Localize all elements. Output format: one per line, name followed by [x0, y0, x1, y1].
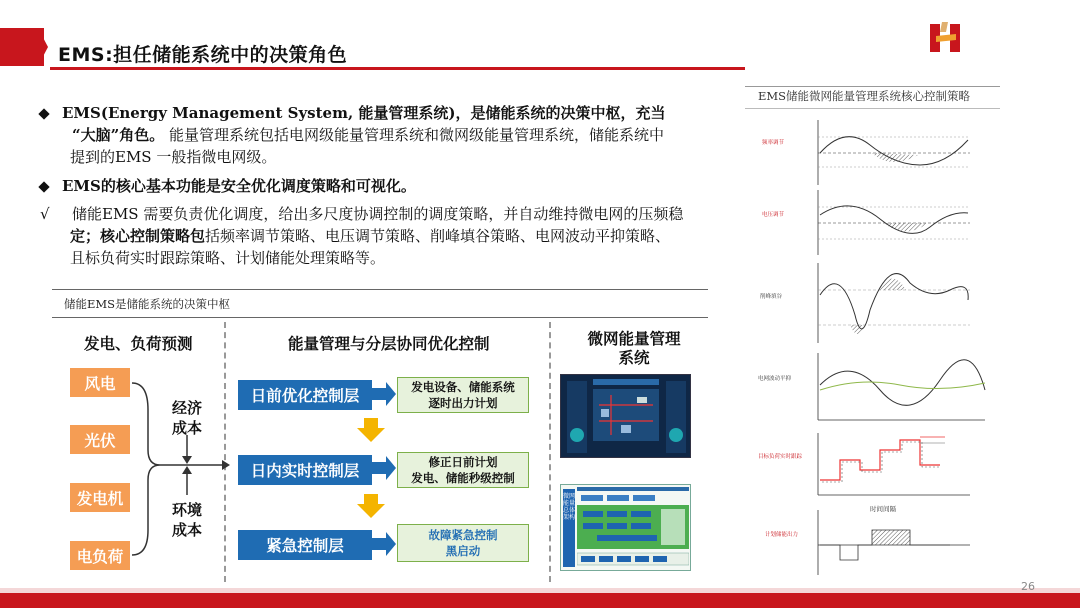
- label-line: 环境: [172, 501, 203, 519]
- bullet-text: 括频率调节策略、电压调节策略、削峰填谷策略、电网波动平抑策略、: [205, 227, 671, 245]
- label-line: 经济: [172, 399, 203, 417]
- dashboard-preview-icon: [561, 375, 692, 459]
- result-emergency: [397, 524, 529, 562]
- bullet-text: 提到的EMS 一般指微电网级。: [70, 148, 277, 166]
- column-head-line: 微网能量管理: [587, 330, 681, 348]
- label-line: 成本: [172, 521, 203, 539]
- source-wind: 风电: [70, 368, 130, 397]
- source-solar: 光伏: [70, 425, 130, 454]
- diamond-bullet-icon: [38, 181, 49, 192]
- strategy-label-fluctuation: 电网波动平抑: [758, 376, 792, 382]
- bullet-text: 且标负荷实时跟踪策略、计划储能处理策略等。: [70, 249, 386, 267]
- right-panel-top-rule: [745, 86, 1000, 87]
- layer-emergency: 紧急控制层: [238, 530, 372, 560]
- header-accent-chevron: [38, 28, 48, 66]
- architecture-grid-icon: [577, 487, 689, 569]
- bullet-text: EMS的核心基本功能是安全优化调度策略和可视化。: [62, 177, 416, 195]
- time-interval-label: 时间间隔: [870, 505, 896, 513]
- strategy-label-peak-shaving: 削峰填谷: [760, 294, 783, 300]
- source-load: 电负荷: [70, 541, 130, 570]
- column-head-control: 能量管理与分层协同优化控制: [288, 335, 490, 353]
- bullet-ems-scheduling: [40, 203, 730, 269]
- column-head-microgrid: [576, 330, 692, 368]
- bullet-bold-text: 定；核心控制策略包: [70, 227, 206, 245]
- layer-intraday: 日内实时控制层: [238, 455, 372, 485]
- column-divider: [549, 322, 551, 582]
- result-line: 黑启动: [445, 544, 481, 558]
- strategy-label-voltage: 电压调节: [762, 212, 785, 218]
- column-head-line: 系统: [618, 349, 650, 367]
- company-logo-icon: [928, 20, 964, 56]
- bullet-text: EMS(Energy Management System, 能量管理系统)，是储能系统的决策中枢，充当: [62, 104, 666, 122]
- architecture-side-label: 微网能量总体架构: [563, 489, 575, 567]
- strategy-label-planned-output: 计划储能出力: [765, 532, 799, 538]
- diagram-caption-rule: [52, 317, 708, 318]
- result-line: 发电设备、储能系统: [411, 380, 515, 394]
- result-line: 修正日前计划: [428, 455, 498, 469]
- microgrid-dashboard-screenshot: [560, 374, 691, 458]
- header-underline: [50, 67, 745, 70]
- layer-flow-down-arrows: [356, 418, 386, 518]
- bullet-ems-definition: [40, 102, 720, 168]
- column-head-forecast: 发电、负荷预测: [84, 335, 193, 353]
- right-panel-title-rule: [745, 108, 1000, 109]
- bullet-bold-text: “大脑”角色。: [72, 126, 165, 144]
- strategy-label-frequency: 频率调节: [762, 140, 785, 146]
- bullet-text: 能量管理系统包括电网级能量管理系统和微网级能量管理系统，储能系统中: [164, 126, 665, 144]
- result-day-ahead: [397, 377, 529, 413]
- result-intraday: [397, 452, 529, 488]
- source-generator: 发电机: [70, 483, 130, 512]
- page-title: EMS:担任储能系统中的决策角色: [58, 44, 348, 66]
- label-line: 成本: [172, 419, 203, 437]
- layer-day-ahead: 日前优化控制层: [238, 380, 372, 410]
- bullet-core-function: [40, 175, 720, 197]
- environment-cost-label: [172, 500, 202, 540]
- diamond-bullet-icon: [38, 108, 49, 119]
- diagram-caption: 储能EMS是储能系统的决策中枢: [64, 297, 231, 311]
- page-number: 26: [1021, 580, 1035, 593]
- result-line: 发电、储能秒级控制: [411, 471, 515, 485]
- economic-cost-label: [172, 398, 202, 438]
- check-icon: √: [40, 205, 50, 223]
- microgrid-architecture-screenshot: [560, 484, 691, 571]
- result-line: 故障紧急控制: [428, 528, 498, 542]
- result-line: 逐时出力计划: [428, 396, 498, 410]
- right-panel-title: EMS储能微网能量管理系统核心控制策略: [758, 89, 971, 103]
- bullet-text: 储能EMS 需要负责优化调度，给出多尺度协调控制的调度策略，并自动维持微电网的压频稳: [72, 205, 684, 223]
- diagram-top-rule: [52, 289, 708, 290]
- strategy-label-load-tracking: 目标负荷实时跟踪: [758, 454, 803, 460]
- footer-bar: [0, 593, 1080, 608]
- control-strategy-curves-icon: [800, 115, 1000, 585]
